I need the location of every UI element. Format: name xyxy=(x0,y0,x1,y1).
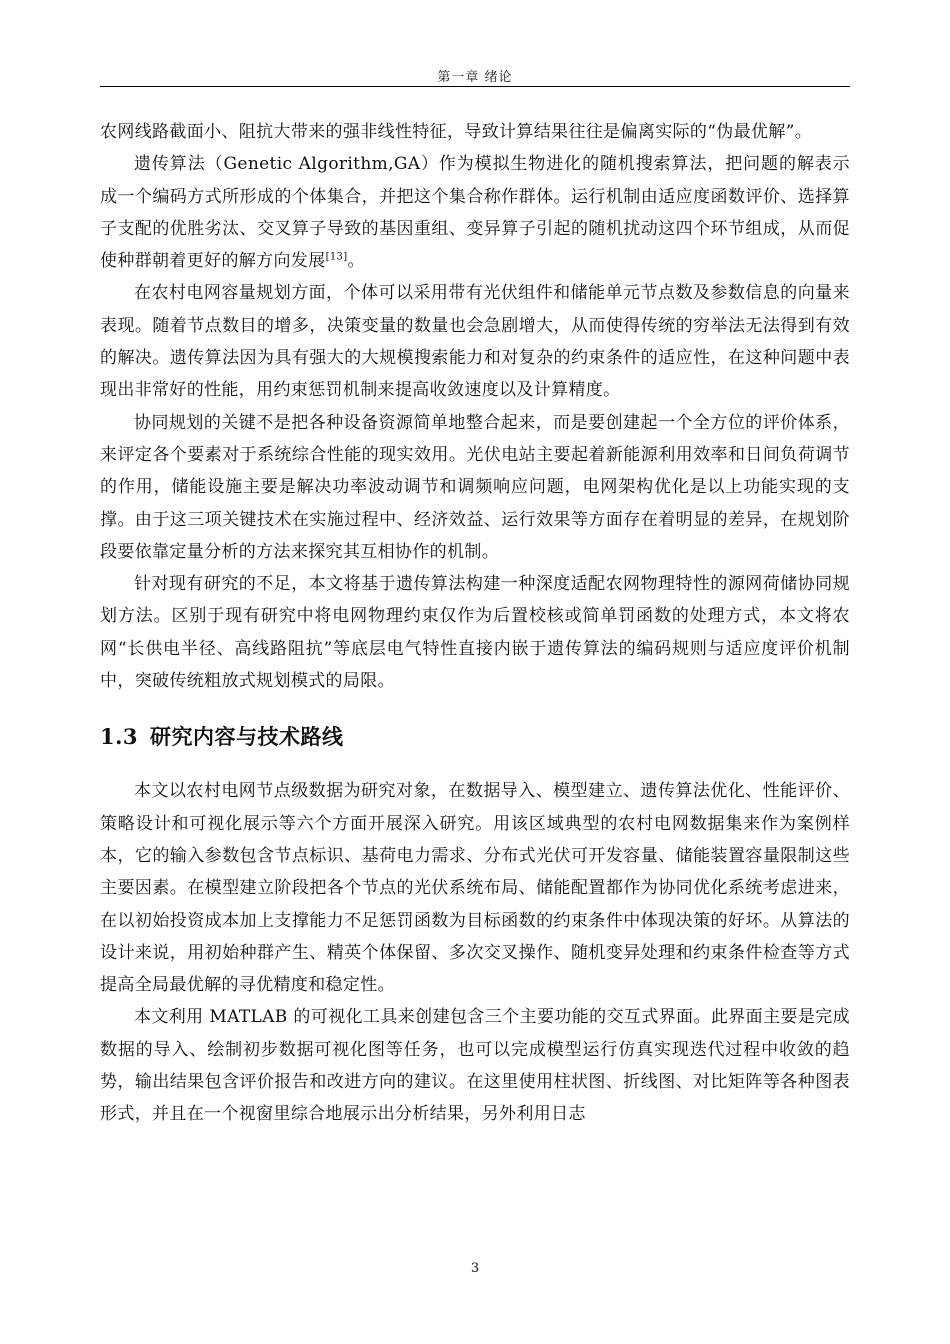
section-heading xyxy=(100,717,850,757)
section-number: 1.3 xyxy=(100,724,139,750)
paragraph-6: 本文以农村电网节点级数据为研究对象，在数据导入、模型建立、遗传算法优化、性能评价、策略设计和可视化展示等六个方面开展深入研究。用该区域典型的农村电网数据集来作为案例样本，它的输入参数包含节点标识、基荷电力需求、分布式光伏可开发容量、储能装置容量限制这些主要因素。在模型建立阶段把各个节点的光伏系统布局、储能配置都作为协同优化系统考虑进来，在以初始投资成本加上支撑能力不足惩罚函数为目标函数的约束条件中体现决策的好坏。从算法的设计来说，用初始种群产生、精英个体保留、多次交叉操作、随机变异处理和约束条件检查等方式提高全局最优解的寻优精度和稳定性。 xyxy=(100,781,850,996)
body-text xyxy=(100,116,850,1131)
section-title: 研究内容与技术路线 xyxy=(150,724,344,750)
paragraph-1: 农网线路截面小、阻抗大带来的强非线性特征，导致计算结果往往是偏离实际的“伪最优解”。 xyxy=(100,122,813,142)
page-number: 3 xyxy=(470,1261,480,1276)
citation: [13] xyxy=(325,251,348,263)
paragraph-7: 本文利用 MATLAB 的可视化工具来创建包含三个主要功能的交互式界面。此界面主要是完成数据的导入、绘制初步数据可视化图等任务，也可以完成模型运行仿真实现迭代过程中收敛的趋势，输出结果包含评价报告和改进方向的建议。在这里使用柱状图、折线图、对比矩阵等各种图表形式，并且在一个视窗里综合地展示出分析结果，另外利用日志 xyxy=(100,1007,850,1125)
header-rule xyxy=(100,86,850,87)
running-header: 第一章 绪论 xyxy=(437,70,513,85)
paragraph-3: 在农村电网容量规划方面，个体可以采用带有光伏组件和储能单元节点数及参数信息的向量来表现。随着节点数目的增多，决策变量的数量也会急剧增大，从而使得传统的穷举法无法得到有效的解决。遗传算法因为具有强大的大规模搜索能力和对复杂的约束条件的适应性，在这种问题中表现出非常好的性能，用约束惩罚机制来提高收敛速度以及计算精度。 xyxy=(100,283,850,401)
paragraph-5: 针对现有研究的不足，本文将基于遗传算法构建一种深度适配农网物理特性的源网荷储协同规划方法。区别于现有研究中将电网物理约束仅作为后置校核或简单罚函数的处理方式，本文将农网“长供电半径、高线路阻抗”等底层电气特性直接内嵌于遗传算法的编码规则与适应度评价机制中，突破传统粗放式规划模式的局限。 xyxy=(100,574,850,692)
paragraph-2: 遗传算法（Genetic Algorithm,GA）作为模拟生物进化的随机搜索算法，把问题的解表示成一个编码方式所形成的个体集合，并把这个集合称作群体。运行机制由适应度函数评价、选择算子支配的优胜劣汰、交叉算子导致的基因重组、变异算子引起的随机扰动这四个环节组成，从而促使种群朝着更好的解方向发展[13]。 xyxy=(100,154,850,272)
paragraph-4: 协同规划的关键不是把各种设备资源简单地整合起来，而是要创建起一个全方位的评价体系，来评定各个要素对于系统综合性能的现实效用。光伏电站主要起着新能源利用效率和日间负荷调节的作用，储能设施主要是解决功率波动调节和调频响应问题，电网架构优化是以上功能实现的支撑。由于这三项关键技术在实施过程中、经济效益、运行效果等方面存在着明显的差异，在规划阶段要依靠定量分析的方法来探究其互相协作的机制。 xyxy=(100,412,850,562)
